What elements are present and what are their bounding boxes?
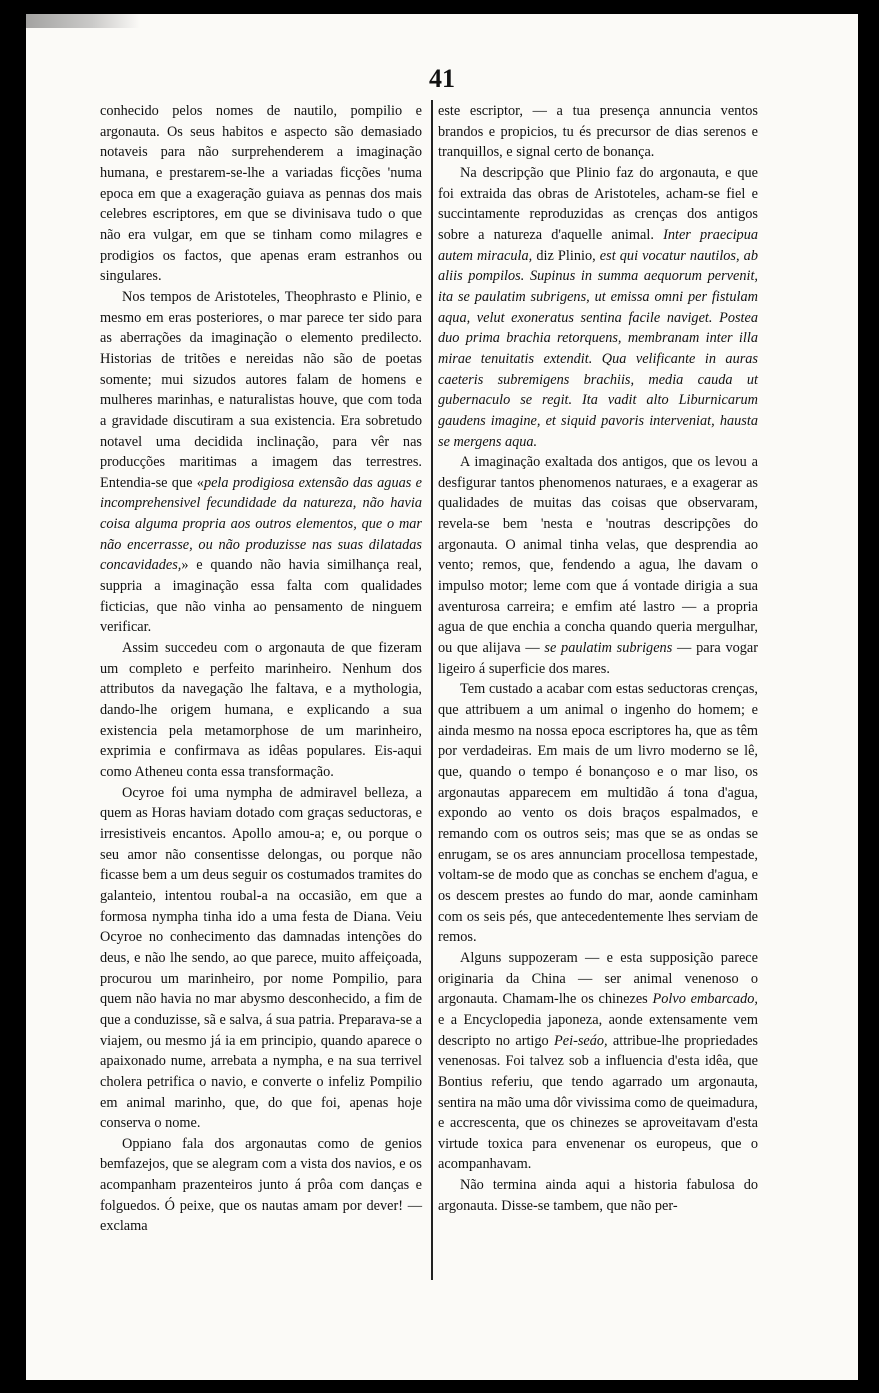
right-column-paragraph: Não termina ainda aqui a historia fabulosa do argonauta. Disse-se tambem, que não per- bbox=[438, 1177, 758, 1214]
right-column-paragraph: Na descripção que Plinio faz do argonauta, e que foi extraida das obras de Aristoteles, acham-se fiel e succintamente reproduzidas as crenças dos antigos sobre a natureza d'aquelle animal. Inter praecipua autem miracula, diz Plinio, est qui vocatur nautilos, ab aliis pompilos. Supinus in summa aequorum pervenit, ita se paulatim subrigens, ut emissa omni per fistulam aqua, velut exoneratus sentina facile naviget. Postea duo prima brachia retorquens, membranam inter illa mirae tenuitatis extendit. Qua velificante in auras caeteris subremigens brachiis, media cauda ut gubernaculo se regit. Ita vadit alto Liburnicarum gaudens imagine, et siquid pavoris interveniat, hausta se mergens aqua. bbox=[438, 164, 758, 450]
scan-smudge bbox=[26, 14, 140, 28]
book-page bbox=[26, 14, 858, 1380]
right-column-paragraph: A imaginação exaltada dos antigos, que os levou a desfigurar tantos phenomenos naturaes, e a exagerar as qualidades de muitas das coisas que observaram, revela-se bem 'nesta e 'noutras descripções do argonauta. O animal tinha velas, que desprendia ao vento; remos, que, fendendo a agua, lhe davam o impulso motor; leme com que á vontade dirigia a sua aventurosa carreira; e emfim até lastro — a propria agua de que enchia a concha quando queria mergulhar, ou que alijava — se paulatim subrigens — para vogar ligeiro á superficie dos mares. bbox=[438, 454, 758, 677]
right-column-paragraph: Alguns suppozeram — e esta supposição parece originaria da China — ser animal venenoso o argonauta. Chamam-lhe os chinezes Polvo embarcado, e a Encyclopedia japoneza, aonde extensamente vem descripto no artigo Pei-seáo, attribue-lhe propriedades venenosas. Foi talvez sob a influencia d'esta idêa, que Bontius referiu, que tendo agarrado um argonauta, sentira na mão uma dôr vivissima como de queimadura, e accrescenta, que os chinezes se aproveitavam d'esta virtude toxica para envenenar os europeus, que o acompanhavam. bbox=[438, 949, 758, 1173]
column-rule bbox=[431, 100, 433, 1280]
left-column bbox=[100, 101, 422, 1237]
left-column-paragraph: Nos tempos de Aristoteles, Theophrasto e Plinio, e mesmo em eras posteriores, o mar parece ter sido para as aberrações da imaginação o elemento predilecto. Historias de tritões e nereidas não são de poetas somente; mui sizudos autores falam de homens e mulheres marinhas, e naturalistas houve, que com toda a gravidade discutiram a sua existencia. Era sobretudo notavel uma decidida inclinação, para vêr nas producções maritimas a imagem das terrestres. Entendia-se que «pela prodigiosa extensão das aguas e incomprehensivel fecundidade da natureza, não havia coisa alguma propria aos outros elementos, que o mar não encerrasse, ou não produzisse nas suas dilatadas concavidades,» e quando não havia similhança real, suppria a imaginação essa falta com qualidades ficticias, que não vinha ao pensamento de ninguem verificar. bbox=[100, 288, 422, 636]
left-column-paragraph: conhecido pelos nomes de nautilo, pompilio e argonauta. Os seus habitos e aspecto são demasiado notaveis para não surprehenderem a imaginação humana, e prestarem-se-lhe a variadas ficções 'numa epoca em que a exageração guiava as pennas dos mais celebres escriptores, em que se divinisava tudo o que não era vulgar, em que se tinham como milagres e prodigios os factos, que apenas eram estranhos ou singulares. bbox=[100, 103, 422, 285]
right-column-paragraph: Tem custado a acabar com estas seductoras crenças, que attribuem a um animal o ingenho do homem; e ainda mesmo na nossa epoca escriptores ha, que as têm por verdadeiras. Em mais de um livro moderno se lê, que, quando o tempo é bonançoso e o mar liso, os argonautas apparecem em multidão á tona d'agua, expondo ao vento os dois braços espalmados, e remando com os outros seis; mas que se as ondas se enrugam, se os ares annunciam procellosa tempestade, voltam-se de modo que as conchas se enchem d'agua, e os descem prestes ao fundo do mar, aonde caminham com os seis pés, que antecedentemente lhes serviam de remos. bbox=[438, 681, 758, 946]
right-column bbox=[438, 101, 758, 1216]
left-column-paragraph: Assim succedeu com o argonauta de que fizeram um completo e perfeito marinheiro. Nenhum dos attributos da navegação lhe faltava, e a mythologia, dando-lhe origem humana, e explicando a sua existencia pela metamorphose de um marinheiro, exprimia e confirmava as idêas populares. Eis-aqui como Atheneu conta essa transformação. bbox=[100, 640, 422, 780]
right-column-paragraph: este escriptor, — a tua presença annuncia ventos brandos e propicios, tu és precursor de dias serenos e tranquillos, e signal certo de bonança. bbox=[438, 103, 758, 161]
page-number: 41 bbox=[429, 64, 455, 93]
left-column-paragraph: Oppiano fala dos argonautas como de genios bemfazejos, que se alegram com a vista dos navios, e os acompanham prazenteiros junto á prôa com danças e folguedos. Ó peixe, que os nautas amam por dever! — exclama bbox=[100, 1135, 422, 1235]
left-column-paragraph: Ocyroe foi uma nympha de admiravel belleza, a quem as Horas haviam dotado com graças seductoras, e irresistiveis encantos. Apollo amou-a; e, ou porque o seu amor não consentisse delongas, ou porque não ficasse bem a um deus seguir os costumados tramites do galanteio, intentou roubal-a na occasião, em que a formosa nympha tinha ido a uma festa de Diana. Veiu Ocyroe no conhecimento das damnadas intenções do deus, e não lhe sendo, ao que parece, muito affeiçoada, procurou um marinheiro, por nome Pompilio, para quem não havia no mar abysmo desconhecido, a fim de que a conduzisse, sã e salva, á sua patria. Preparava-se a viajem, ou mesmo já ia em principio, quando aparece o apaixonado nume, arrebata a nympha, e na sua terrivel cholera petrifica o navio, e converte o infeliz Pompilio em animal marinho, que, do que foi, apenas hoje conserva o nome. bbox=[100, 784, 423, 1132]
